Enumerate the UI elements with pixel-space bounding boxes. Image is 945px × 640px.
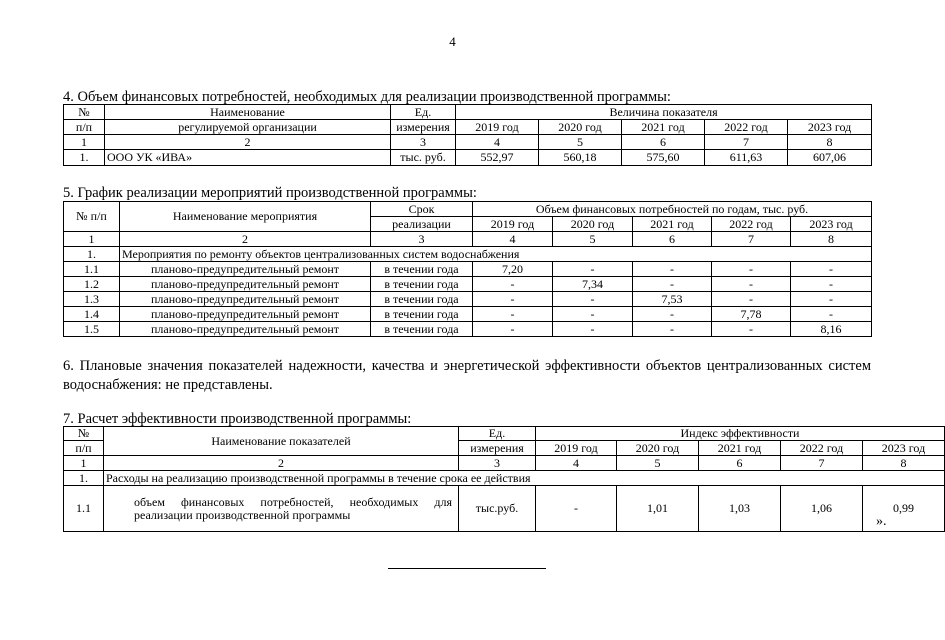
activity-name: планово-предупредительный ремонт — [120, 322, 371, 337]
group-title: Мероприятия по ремонту объектов централизованных систем водоснабжения — [120, 247, 872, 262]
term-cell: в течении года — [371, 307, 473, 322]
s4-unit-header-bottom: измерения — [391, 120, 456, 135]
s7-unit-header-bottom: измерения — [459, 441, 536, 456]
value-cell: - — [712, 277, 791, 292]
value-cell: - — [633, 322, 712, 337]
value-cell: - — [553, 292, 633, 307]
index-cell: 2 — [105, 135, 391, 150]
activity-name: планово-предупредительный ремонт — [120, 307, 371, 322]
index-cell: 4 — [473, 232, 553, 247]
s4-unit-header-top: Ед. — [391, 105, 456, 120]
index-cell: 4 — [536, 456, 617, 471]
row-num: 1.5 — [64, 322, 120, 337]
s5-term-header-bottom: реализации — [371, 217, 473, 232]
index-cell: 6 — [699, 456, 781, 471]
value-cell: 7,53 — [633, 292, 712, 307]
table-row — [64, 262, 872, 277]
row-num: 1.1 — [64, 262, 120, 277]
activity-name: планово-предупредительный ремонт — [120, 262, 371, 277]
row-num: 1.2 — [64, 277, 120, 292]
s7-unit-header-top: Ед. — [459, 427, 536, 441]
value-cell: 7,78 — [712, 307, 791, 322]
index-cell: 6 — [622, 135, 705, 150]
index-cell: 2 — [104, 456, 459, 471]
index-cell: 7 — [781, 456, 863, 471]
row-num: 1.4 — [64, 307, 120, 322]
row-num: 1. — [64, 471, 104, 486]
value-cell: - — [553, 307, 633, 322]
value-cell: - — [791, 262, 872, 277]
organization-name: ООО УК «ИВА» — [105, 150, 391, 166]
value-cell: 1,06 — [781, 486, 863, 532]
s4-num-header-top: № — [64, 105, 105, 120]
s7-index-row — [64, 456, 945, 471]
row-num: 1. — [64, 247, 120, 262]
unit-cell: тыс.руб. — [459, 486, 536, 532]
index-cell: 4 — [456, 135, 539, 150]
s7-name-header: Наименование показателей — [104, 427, 459, 456]
unit-cell: тыс. руб. — [391, 150, 456, 166]
section7-table — [63, 426, 945, 532]
s7-year-header: 2023 год — [863, 441, 945, 456]
table-row — [64, 277, 872, 292]
s5-year-header: 2022 год — [712, 217, 791, 232]
activity-name: планово-предупредительный ремонт — [120, 292, 371, 307]
index-cell: 3 — [391, 135, 456, 150]
s5-term-header-top: Срок — [371, 202, 473, 217]
s7-year-header: 2020 год — [617, 441, 699, 456]
index-cell: 3 — [459, 456, 536, 471]
s5-year-header: 2023 год — [791, 217, 872, 232]
value-cell: 1,03 — [699, 486, 781, 532]
closing-quote-mark: ». — [876, 514, 887, 529]
s7-group-header: Индекс эффективности — [536, 427, 945, 441]
value-cell: - — [791, 277, 872, 292]
term-cell: в течении года — [371, 292, 473, 307]
term-cell: в течении года — [371, 322, 473, 337]
section5-heading: 5. График реализации мероприятий производственной программы: — [63, 185, 477, 201]
index-cell: 8 — [863, 456, 945, 471]
index-cell: 1 — [64, 135, 105, 150]
table-row — [64, 322, 872, 337]
value-cell: 8,16 — [791, 322, 872, 337]
value-cell: - — [791, 307, 872, 322]
s4-name-header-top: Наименование — [105, 105, 391, 120]
s5-year-header: 2019 год — [473, 217, 553, 232]
value-cell: - — [553, 322, 633, 337]
value-cell: - — [536, 486, 617, 532]
index-cell: 1 — [64, 456, 104, 471]
index-cell: 5 — [553, 232, 633, 247]
value-cell: 1,01 — [617, 486, 699, 532]
s4-year-header: 2023 год — [788, 120, 872, 135]
value-cell: - — [473, 277, 553, 292]
row-num: 1.3 — [64, 292, 120, 307]
index-cell: 6 — [633, 232, 712, 247]
table-row — [64, 292, 872, 307]
index-cell: 8 — [791, 232, 872, 247]
index-cell: 1 — [64, 232, 120, 247]
value-cell: - — [791, 292, 872, 307]
activity-name: планово-предупредительный ремонт — [120, 277, 371, 292]
s5-name-header: Наименование мероприятия — [120, 202, 371, 232]
row-num: 1. — [64, 150, 105, 166]
s5-group-header: Объем финансовых потребностей по годам, тыс. руб. — [473, 202, 872, 217]
value-cell: 552,97 — [456, 150, 539, 166]
s4-year-header: 2020 год — [539, 120, 622, 135]
index-cell: 7 — [705, 135, 788, 150]
s4-year-header: 2019 год — [456, 120, 539, 135]
value-cell: - — [712, 322, 791, 337]
value-cell: 607,06 — [788, 150, 872, 166]
index-cell: 7 — [712, 232, 791, 247]
s4-name-header-bottom: регулируемой организации — [105, 120, 391, 135]
term-cell: в течении года — [371, 277, 473, 292]
s5-num-header: № п/п — [64, 202, 120, 232]
section5-table — [63, 201, 872, 337]
index-cell: 2 — [120, 232, 371, 247]
group-row — [64, 471, 945, 486]
value-cell: - — [712, 262, 791, 277]
s4-group-header: Величина показателя — [456, 105, 872, 120]
section6-text: 6. Плановые значения показателей надежности, качества и энергетической эффективности объектов централизованных систем водоснабжения: не представлены. — [63, 358, 871, 393]
value-cell: 575,60 — [622, 150, 705, 166]
value-cell: - — [553, 262, 633, 277]
s4-index-row — [64, 135, 872, 150]
group-row — [64, 247, 872, 262]
value-cell: 611,63 — [705, 150, 788, 166]
section4-heading: 4. Объем финансовых потребностей, необходимых для реализации производственной программы: — [63, 89, 671, 105]
s7-num-header-bottom: п/п — [64, 441, 104, 456]
s7-year-header: 2021 год — [699, 441, 781, 456]
s5-year-header: 2020 год — [553, 217, 633, 232]
s7-year-header: 2019 год — [536, 441, 617, 456]
group-title: Расходы на реализацию производственной программы в течение срока ее действия — [104, 471, 945, 486]
s5-year-header: 2021 год — [633, 217, 712, 232]
index-cell: 8 — [788, 135, 872, 150]
value-cell: 0,99 — [863, 486, 945, 532]
s7-year-header: 2022 год — [781, 441, 863, 456]
indicator-name: объем финансовых потребностей, необходимых для реализации производственной программы — [104, 486, 459, 532]
s4-year-header: 2022 год — [705, 120, 788, 135]
s4-num-header-bottom: п/п — [64, 120, 105, 135]
value-cell: 560,18 — [539, 150, 622, 166]
index-cell: 5 — [539, 135, 622, 150]
value-cell: - — [712, 292, 791, 307]
term-cell: в течении года — [371, 262, 473, 277]
s5-index-row — [64, 232, 872, 247]
table-row — [64, 486, 945, 532]
value-cell: - — [473, 307, 553, 322]
s4-year-header: 2021 год — [622, 120, 705, 135]
value-cell: 7,20 — [473, 262, 553, 277]
section4-table — [63, 104, 872, 166]
index-cell: 3 — [371, 232, 473, 247]
value-cell: 7,34 — [553, 277, 633, 292]
row-num: 1.1 — [64, 486, 104, 532]
value-cell: - — [633, 307, 712, 322]
value-cell: - — [633, 262, 712, 277]
index-cell: 5 — [617, 456, 699, 471]
footnote-divider — [388, 568, 546, 569]
s7-num-header-top: № — [64, 427, 104, 441]
value-cell: - — [473, 322, 553, 337]
value-cell: - — [473, 292, 553, 307]
value-cell: - — [633, 277, 712, 292]
table-row — [64, 150, 872, 166]
page-number: 4 — [449, 34, 456, 49]
section7-heading: 7. Расчет эффективности производственной программы: — [63, 411, 412, 427]
table-row — [64, 307, 872, 322]
